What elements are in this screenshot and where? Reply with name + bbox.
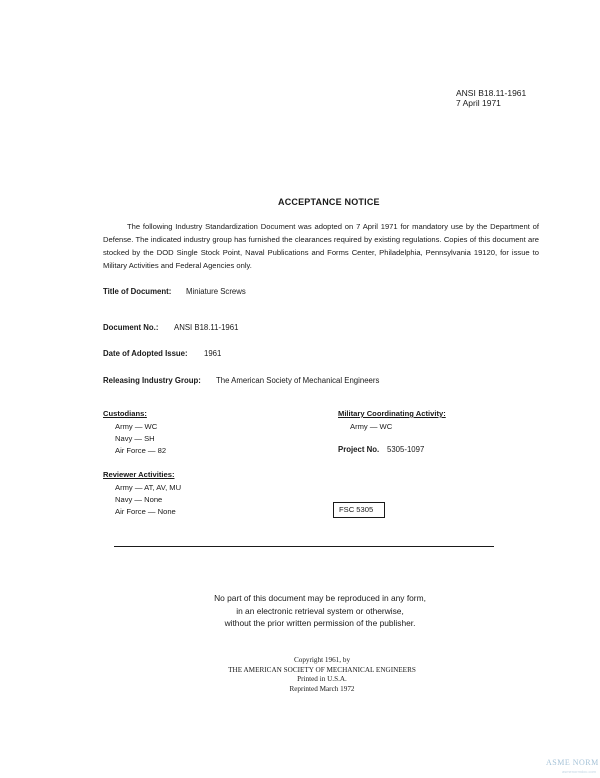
document-number-value: ANSI B18.11-1961 xyxy=(174,323,239,332)
title-of-document-label: Title of Document: xyxy=(103,287,172,296)
horizontal-divider xyxy=(114,546,494,547)
intro-text: The following Industry Standardization Document was adopted on 7 April 1971 for mandatory use by the Department of Defense. The indicated industry group has furnished the clearances required by existing regulations. Copies of this document are stocked by the DOD Single Stock Point, Naval Publications and Forms Center, Philadelphia, Pennsylvania 19120, for issue to Military Activities and Federal Agencies only. xyxy=(103,222,539,270)
date-adopted-value: 1961 xyxy=(204,349,222,358)
reviewer-activities-heading: Reviewer Activities: xyxy=(103,470,175,479)
copyright-line: Printed in U.S.A. xyxy=(297,675,347,683)
title-of-document-value: Miniature Screws xyxy=(186,287,246,296)
copyright-line: THE AMERICAN SOCIETY OF MECHANICAL ENGINEERS xyxy=(228,665,416,674)
custodian-item: Army — WC xyxy=(115,422,158,431)
header-date: 7 April 1971 xyxy=(456,98,501,108)
copyright-line: Copyright 1961, by xyxy=(293,656,351,664)
notice-line: No part of this document may be reproduced in any form, xyxy=(214,593,426,603)
watermark-url: asmenormdoc.com xyxy=(562,769,597,774)
notice-line: without the prior written permission of the publisher. xyxy=(224,618,416,628)
copyright-line: Reprinted March 1972 xyxy=(289,684,355,693)
reviewer-item: Air Force — None xyxy=(115,507,176,516)
custodian-item: Navy — SH xyxy=(115,434,155,443)
reviewer-item: Army — AT, AV, MU xyxy=(115,483,182,492)
project-number-value: 5305-1097 xyxy=(387,445,425,454)
watermark-brand: ASME NORM xyxy=(546,758,599,767)
military-coordinating-heading: Military Coordinating Activity: xyxy=(338,409,446,418)
page-title: ACCEPTANCE NOTICE xyxy=(278,197,380,207)
document-number-label: Document No.: xyxy=(103,323,159,332)
releasing-group-label: Releasing Industry Group: xyxy=(103,376,201,385)
standard-number: ANSI B18.11-1961 xyxy=(456,88,527,98)
military-coordinating-value: Army — WC xyxy=(350,422,393,431)
custodians-heading: Custodians: xyxy=(103,409,147,418)
copyright-block xyxy=(192,656,452,694)
reviewer-item: Navy — None xyxy=(115,495,163,504)
releasing-group-value: The American Society of Mechanical Engineers xyxy=(216,376,380,385)
intro-paragraph xyxy=(103,220,539,272)
fsc-box: FSC 5305 xyxy=(333,502,385,518)
custodian-item: Air Force — 82 xyxy=(115,446,167,455)
project-number-label: Project No. xyxy=(338,445,380,454)
date-adopted-label: Date of Adopted Issue: xyxy=(103,349,188,358)
reproduction-notice xyxy=(170,592,470,630)
notice-line: in an electronic retrieval system or otherwise, xyxy=(236,605,404,616)
